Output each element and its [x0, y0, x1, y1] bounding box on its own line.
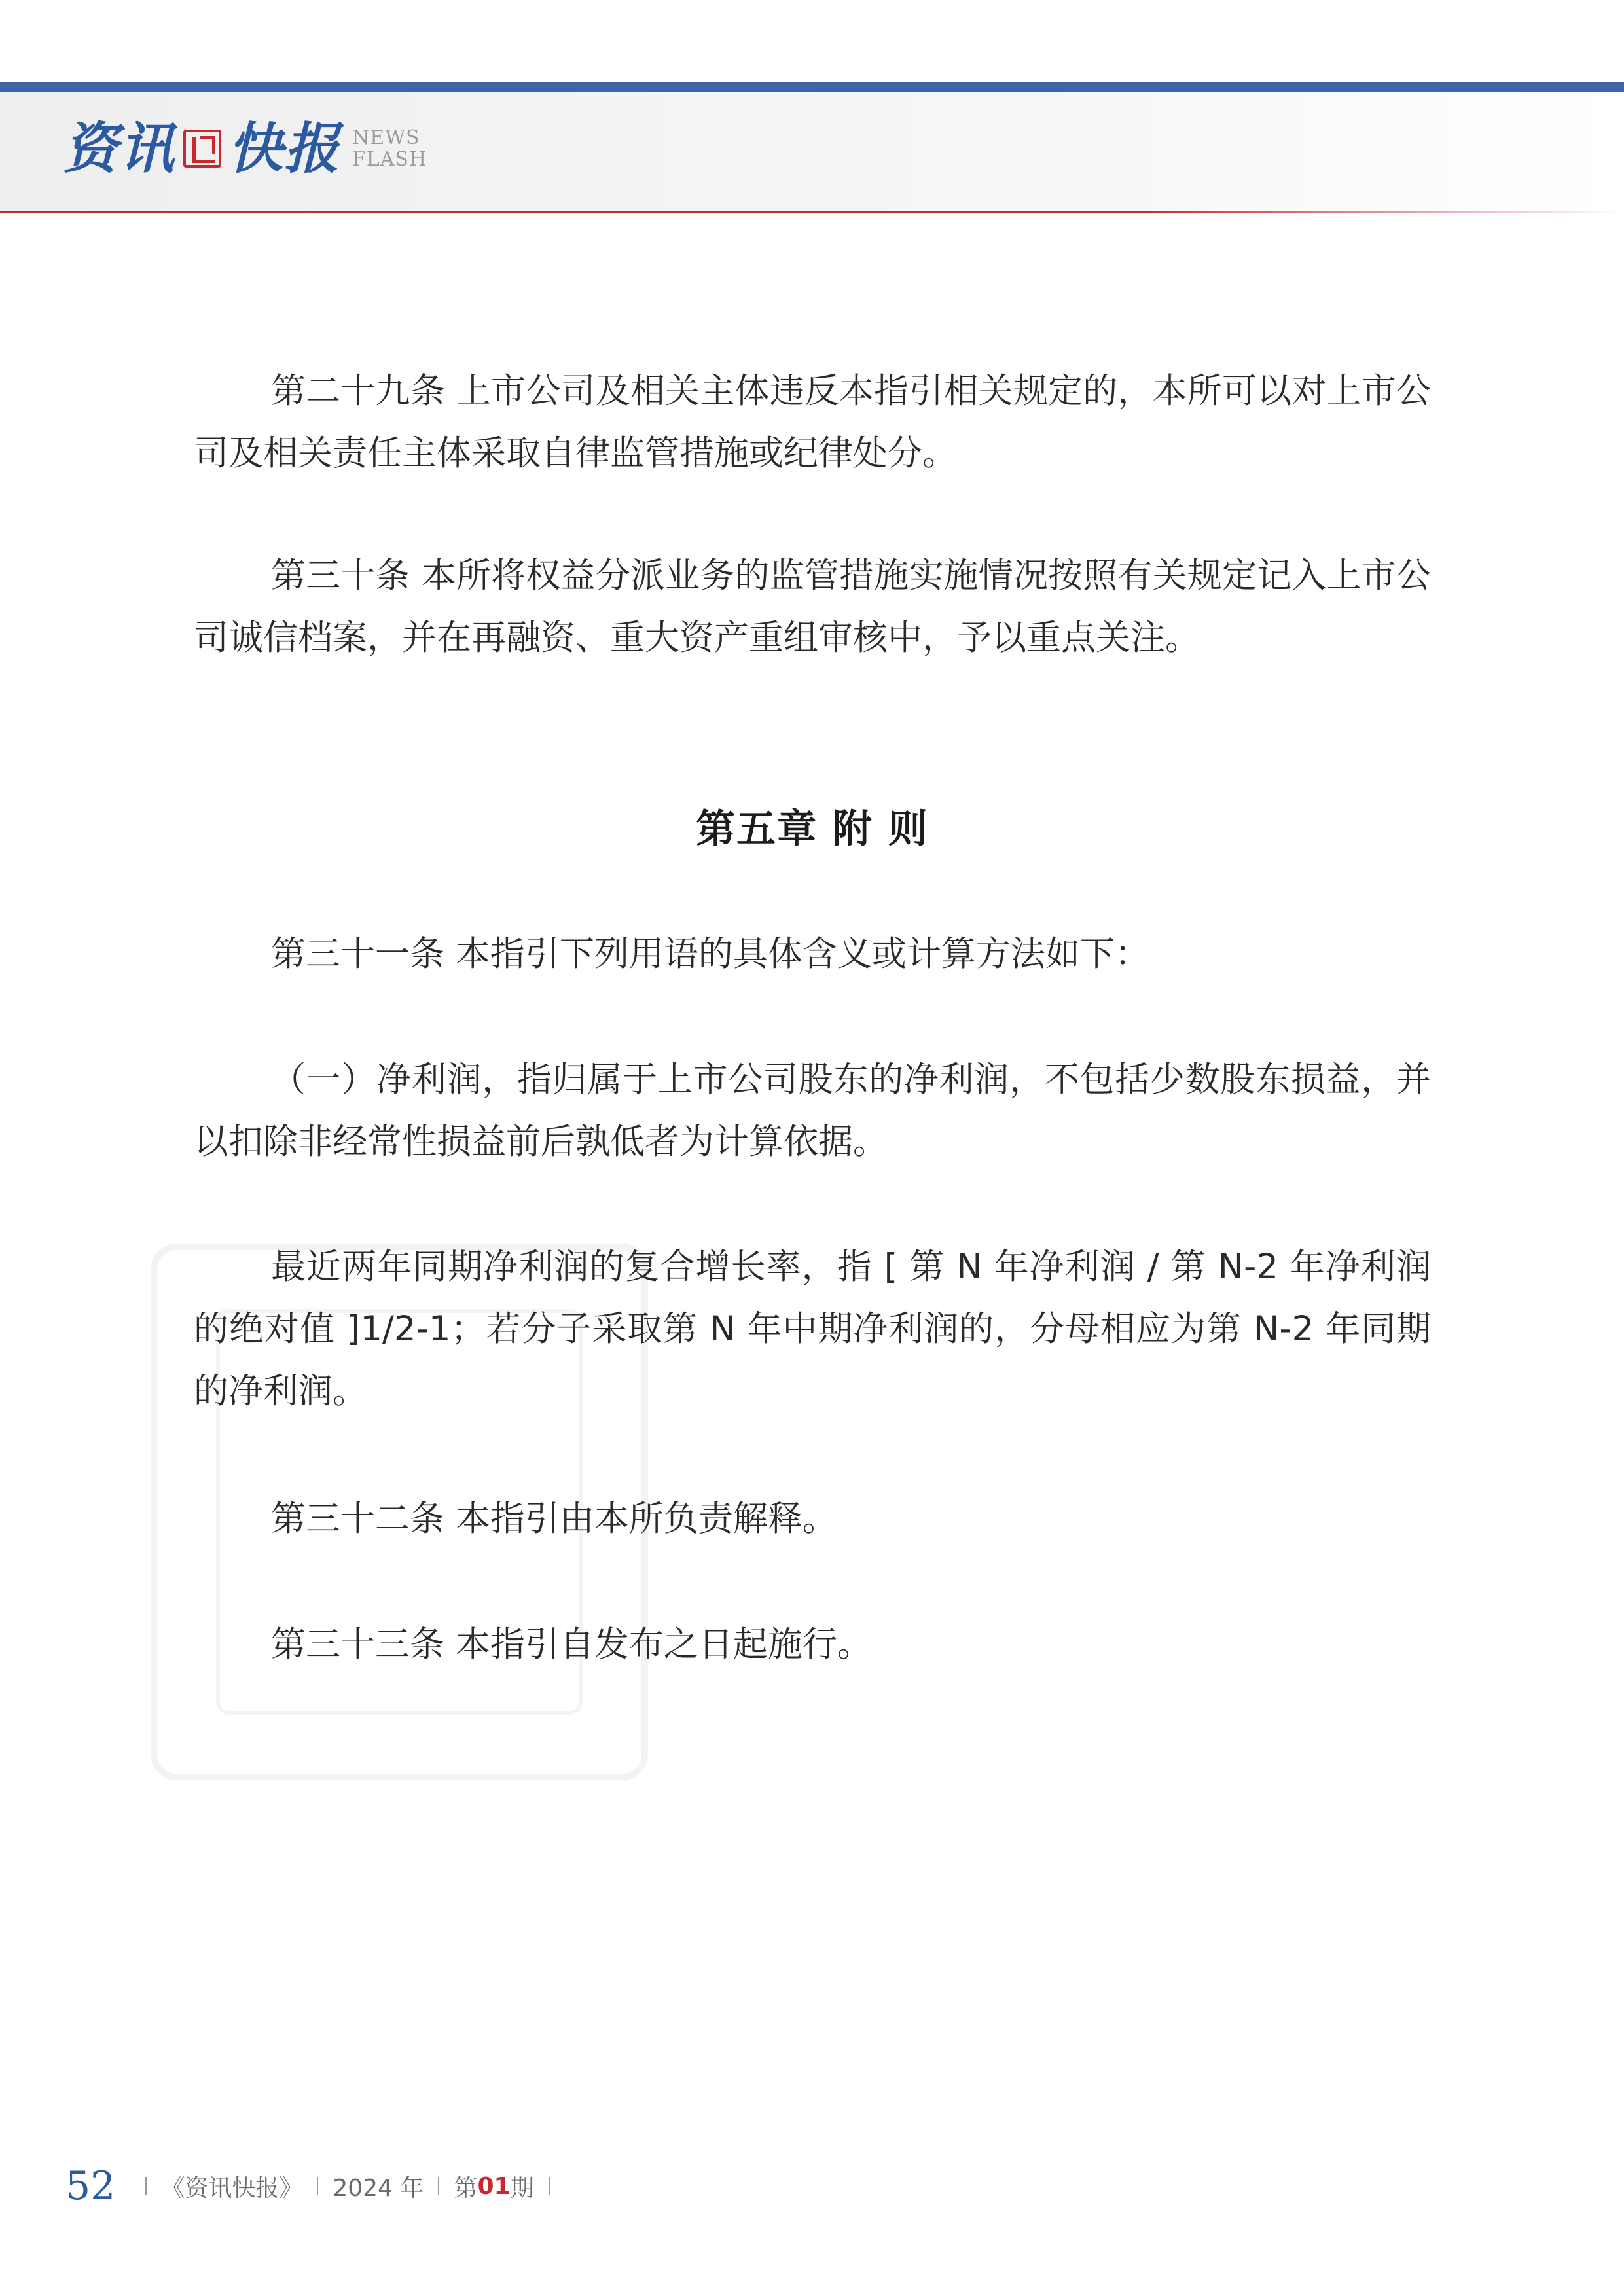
article-33: 第三十三条 本指引自发布之日起施行。 — [271, 1624, 872, 1664]
logo-en-line1: NEWS — [352, 126, 420, 149]
footer-separator — [549, 2177, 550, 2195]
publication-logo — [63, 113, 427, 185]
logo-en-line2: FLASH — [352, 148, 427, 171]
issue-suffix: 期 — [510, 2174, 534, 2202]
page-footer — [65, 2160, 564, 2212]
page-number: 52 — [65, 2163, 116, 2209]
logo-text-part2: 快报 — [228, 116, 341, 181]
header-red-line — [0, 211, 1624, 213]
header-top-line — [0, 82, 1624, 92]
logo-text-part1: 资讯 — [63, 116, 176, 181]
article-30: 第三十条 本所将权益分派业务的监管措施实施情况按照有关规定记入上市公司诚信档案，并在再融资、重大资产重组审核中，予以重点关注。 — [194, 556, 1431, 658]
article-31: 第三十一条 本指引下列用语的具体含义或计算方法如下： — [271, 934, 1149, 974]
footer-separator — [317, 2177, 318, 2195]
issue-year: 2024 年 — [333, 2174, 424, 2202]
article-32: 第三十二条 本指引由本所负责解释。 — [271, 1499, 837, 1539]
footer-separator — [145, 2177, 147, 2195]
article-31-item-1: （一）净利润，指归属于上市公司股东的净利润，不包括少数股东损益，并以扣除非经常性损益前后孰低者为计算依据。 — [194, 1060, 1431, 1162]
growth-rate-definition: 最近两年同期净利润的复合增长率，指 [ 第 N 年净利润 / 第 N-2 年净利润的绝对值 ]1/2-1；若分子采取第 N 年中期净利润的，分母相应为第 N-2 年同期的净利润。 — [194, 1247, 1431, 1411]
logo-english — [352, 127, 427, 170]
issue-number: 01 — [477, 2172, 511, 2200]
seal-stamp-icon — [183, 130, 221, 168]
chapter-title: 第五章 附 则 — [696, 806, 929, 852]
issue-prefix: 第 — [454, 2174, 478, 2202]
publication-name: 《资讯快报》 — [161, 2174, 303, 2202]
article-29: 第二十九条 上市公司及相关主体违反本指引相关规定的，本所可以对上市公司及相关责任主体采取自律监管措施或纪律处分。 — [194, 371, 1431, 473]
footer-separator — [438, 2177, 439, 2195]
